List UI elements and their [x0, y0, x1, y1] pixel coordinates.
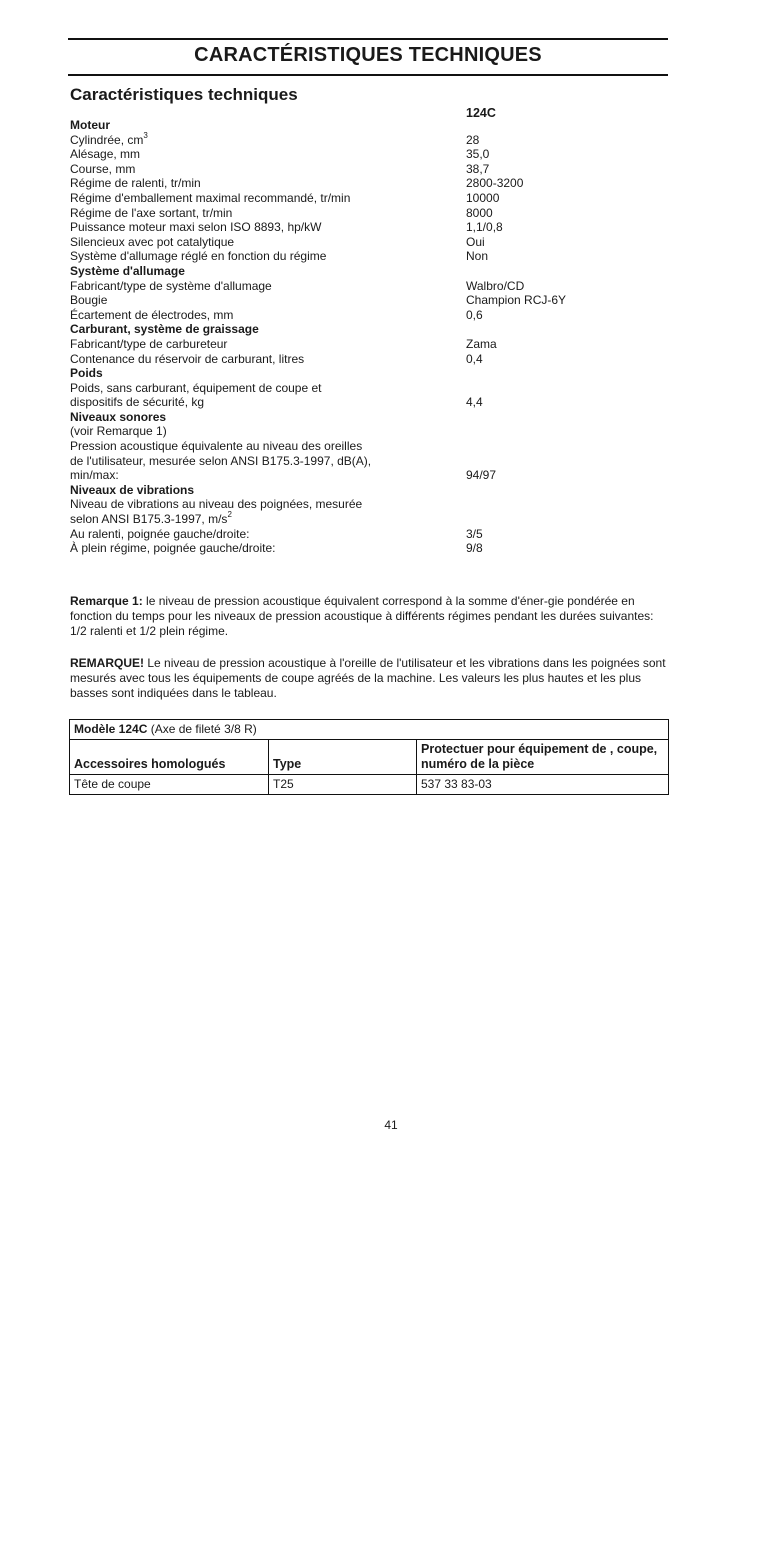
accessories-table: [69, 719, 669, 795]
table-caption: [70, 720, 668, 740]
spec-label: [70, 249, 466, 264]
spec-row: [70, 249, 670, 264]
spec-row: [70, 176, 670, 191]
table-header-row: [70, 740, 668, 775]
spec-label-text: Poids, sans carburant, équipement de coupe et dispositifs de sécurité, kg: [70, 380, 322, 410]
note-remark-1-text: le niveau de pression acoustique équivalent correspond à la somme d'éner-gie pondérée en fonction du temps pour les niveaux de pression acoustique à différents régimes pendant les durées suivantes: 1/2 ralenti et 1/2 plein régime.: [70, 594, 654, 638]
spec-value: Champion RCJ-6Y: [466, 293, 567, 308]
page-number: 41: [384, 1118, 398, 1132]
spec-value: 9/8: [466, 541, 483, 556]
spec-value: 35,0: [466, 147, 490, 162]
spec-label-text: Fabricant/type de système d'allumage: [70, 278, 272, 293]
spec-value: 28: [466, 132, 480, 147]
spec-label-text: Alésage, mm: [70, 147, 141, 162]
spec-heading: [70, 483, 466, 498]
spec-value: 4,4: [466, 395, 483, 410]
spec-row: [70, 527, 670, 542]
spec-label-text: Moteur: [70, 118, 110, 132]
spec-label-text: À plein régime, poignée gauche/droite:: [70, 541, 276, 556]
spec-label: [70, 279, 466, 294]
top-rule: [68, 38, 668, 40]
spec-label-text: Régime de l'axe sortant, tr/min: [70, 205, 233, 220]
spec-heading: [70, 366, 466, 381]
spec-label-text: Niveaux de vibrations: [70, 482, 195, 497]
spec-label-text: Cylindrée, cm: [70, 132, 144, 147]
spec-value: 0,4: [466, 351, 483, 366]
table-header-accessories: Accessoires homologués: [74, 757, 226, 771]
spec-value: 10000: [466, 190, 500, 205]
table-row: [70, 775, 668, 794]
spec-row: [70, 293, 670, 308]
spec-label-text: Contenance du réservoir de carburant, litres: [70, 351, 305, 366]
spec-value: [466, 483, 670, 498]
note-remark-2-text: Le niveau de pression acoustique à l'oreille de l'utilisateur et les vibrations dans les poignées sont mesurés avec tous les équipements de coupe agréés de la machine. Les valeurs les plus hautes et les plus basses sont indiquées dans le tableau.: [70, 656, 666, 700]
spec-value: [466, 118, 670, 133]
note-remark-2: [70, 656, 670, 701]
spec-label-text: Silencieux avec pot catalytique: [70, 234, 235, 249]
spec-label-text: Puissance moteur maxi selon ISO 8893, hp/kW: [70, 220, 322, 235]
spec-heading-row: [70, 264, 670, 279]
spec-row: [70, 220, 670, 235]
spec-label-text: Système d'allumage réglé en fonction du régime: [70, 249, 327, 264]
spec-label: [70, 381, 466, 410]
spec-label: [70, 235, 466, 250]
spec-heading-row: [70, 118, 670, 133]
table-caption-thread: (Axe de fileté 3/8 R): [147, 722, 257, 736]
spec-row: [70, 439, 670, 483]
table-caption-model: Modèle 124C: [74, 722, 148, 736]
spec-heading: [70, 410, 466, 425]
spec-label: [70, 439, 466, 483]
spec-value: [466, 410, 670, 425]
spec-value: Non: [466, 249, 489, 264]
spec-label: [70, 541, 466, 556]
title-underline-rule: [68, 74, 668, 76]
spec-heading-row: [70, 366, 670, 381]
note-remark-1: [70, 594, 670, 639]
spec-row: [70, 352, 670, 367]
spec-row: [70, 130, 670, 148]
spec-list: [70, 118, 670, 556]
spec-label-text: Régime d'emballement maximal recommandé, tr/min: [70, 190, 351, 205]
note-remark-1-lead: Remarque 1:: [70, 594, 143, 608]
spec-label-text: Au ralenti, poignée gauche/droite:: [70, 526, 250, 541]
spec-row: [70, 497, 670, 526]
spec-label-text: Régime de ralenti, tr/min: [70, 176, 201, 191]
table-cell-part-number: 537 33 83-03: [416, 775, 668, 794]
spec-heading-row: [70, 483, 670, 498]
spec-label: [70, 308, 466, 323]
spec-value: 38,7: [466, 161, 490, 176]
spec-label: [70, 162, 466, 177]
spec-row: [70, 235, 670, 250]
section-title: Caractéristiques techniques: [70, 85, 298, 104]
spec-label-text: Écartement de électrodes, mm: [70, 307, 234, 322]
spec-label-text: Fabricant/type de carbureteur: [70, 336, 228, 351]
spec-unit-superscript: 2: [227, 510, 232, 520]
spec-heading-row: [70, 322, 670, 337]
spec-value: [466, 264, 670, 279]
spec-value: [466, 322, 670, 337]
spec-label: [70, 130, 466, 148]
spec-row: [70, 279, 670, 294]
page-title: CARACTÉRISTIQUES TECHNIQUES: [194, 44, 542, 66]
spec-value: 94/97: [466, 468, 497, 483]
spec-label-text: Système d'allumage: [70, 263, 185, 278]
spec-value: 2800-3200: [466, 176, 524, 191]
spec-value: Oui: [466, 234, 485, 249]
spec-row: [70, 381, 670, 410]
spec-value: Zama: [466, 336, 497, 351]
table-header-part-number: Protectuer pour équipement de , coupe, numéro de la pièce: [416, 740, 668, 774]
spec-row: [70, 337, 670, 352]
spec-unit-superscript: 3: [143, 130, 148, 140]
table-cell-accessory: Tête de coupe: [74, 777, 151, 791]
spec-label-text: Pression acoustique équivalente au niveau des oreilles de l'utilisateur, mesurée selon ANSI B175.3-1997, dB(A), min/max:: [70, 439, 372, 483]
spec-label-text: Niveau de vibrations au niveau des poignées, mesurée selon ANSI B175.3-1997, m/s: [70, 497, 363, 527]
spec-row: [70, 424, 670, 439]
spec-label: [70, 352, 466, 367]
spec-label-text: Course, mm: [70, 161, 136, 176]
spec-row: [70, 541, 670, 556]
spec-label: [70, 220, 466, 235]
spec-label-text: Niveaux sonores: [70, 409, 167, 424]
spec-label-text: Carburant, système de graissage: [70, 322, 259, 337]
spec-row: [70, 308, 670, 323]
spec-value: 3/5: [466, 526, 483, 541]
spec-heading: [70, 118, 466, 133]
spec-value: 0,6: [466, 307, 483, 322]
spec-label: [70, 293, 466, 308]
spec-value: 1,1/0,8: [466, 220, 503, 235]
spec-label-text: Poids: [70, 366, 103, 381]
spec-label-text: Bougie: [70, 293, 108, 308]
spec-label: [70, 147, 466, 162]
model-column-header: 124C: [466, 106, 496, 120]
spec-heading-row: [70, 410, 670, 425]
spec-label: [70, 191, 466, 206]
spec-label: [70, 206, 466, 221]
spec-value: 8000: [466, 205, 493, 220]
spec-label: [70, 497, 466, 526]
table-cell-type: T25: [268, 775, 416, 794]
spec-label: [70, 424, 466, 439]
table-header-type: Type: [268, 740, 416, 774]
spec-heading: [70, 264, 466, 279]
spec-row: [70, 147, 670, 162]
spec-heading: [70, 322, 466, 337]
spec-row: [70, 162, 670, 177]
spec-value: Walbro/CD: [466, 278, 525, 293]
spec-label: [70, 527, 466, 542]
note-remark-2-lead: REMARQUE!: [70, 656, 144, 670]
spec-value: [466, 366, 670, 381]
spec-value: [466, 424, 670, 439]
spec-row: [70, 191, 670, 206]
spec-label-text: (voir Remarque 1): [70, 424, 167, 439]
spec-label: [70, 337, 466, 352]
spec-label: [70, 176, 466, 191]
spec-row: [70, 206, 670, 221]
